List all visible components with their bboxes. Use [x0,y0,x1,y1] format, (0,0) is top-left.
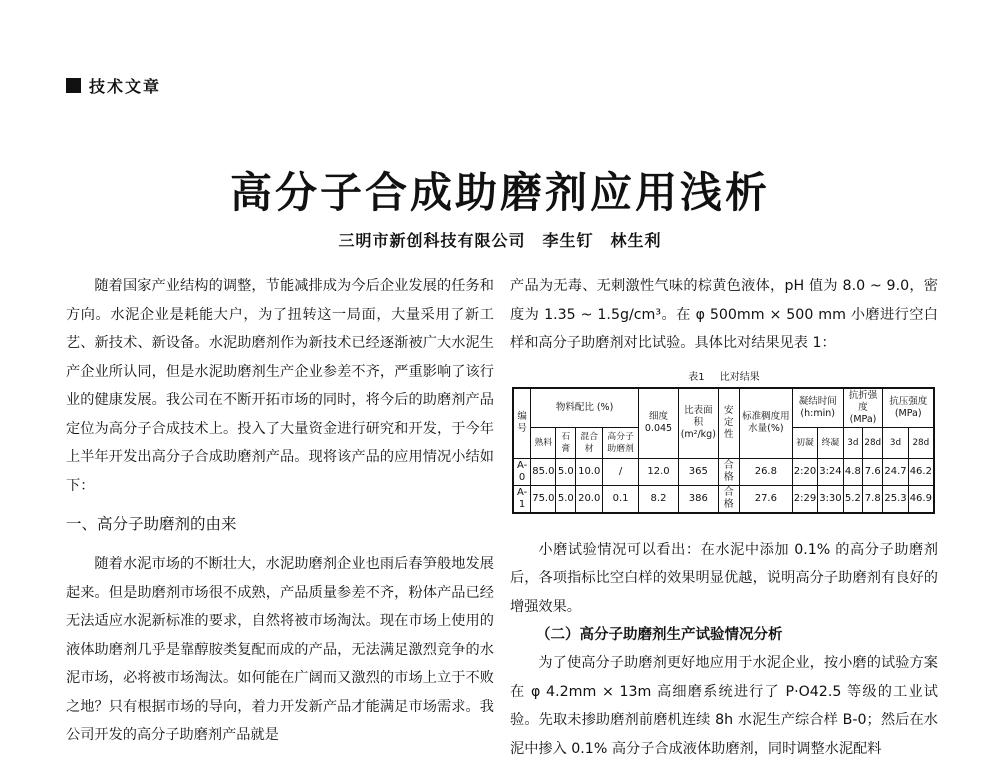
header-fineness: 细度 0.045 [638,388,678,459]
continued-paragraph: 产品为无毒、无刺激性气味的棕黄色液体，pH 值为 8.0 ~ 9.0，密度为 1.35 ~ 1.5g/cm³。在 φ 500mm × 500 mm 小磨进行空白样和高分子助磨剂对比试验。具体比对结果见表 1： [510,278,938,351]
cell-stability: 合格 [718,458,739,485]
header-final: 终凝 [818,427,843,458]
result-paragraph: 小磨试验情况可以看出：在水泥中添加 0.1% 的高分子助磨剂后，各项指标比空白样的效果明显优越，说明高分子助磨剂有良好的增强效果。 [510,541,938,615]
cell-surface: 386 [679,485,718,513]
header-gypsum: 石膏 [556,427,576,458]
header-flex-28d: 28d [863,427,883,458]
header-initial: 初凝 [792,427,817,458]
header-surface-label: 比表面积 [684,405,713,428]
header-comp-label: 抗压强度 [889,395,928,407]
section1-paragraph: 随着水泥市场的不断壮大，水泥助磨剂企业也雨后春笋般地发展起来。但是助磨剂市场很不成熟，产品质量参差不齐，粉体产品已经无法适应水泥新标准的要求，自然将被市场淘汰。现在市场上使用的液体助磨剂几乎是靠醇胺类复配而成的产品，无法满足激烈竞争的水泥市场，必将被市场淘汰。如何能在广阔而又激烈的市场上立于不败之地？只有根据市场的导向，着力开发新产品才能满足市场需求。我公司开发的高分子助磨剂产品就是 [66,556,494,743]
cell-flex-28d: 7.6 [863,458,883,485]
comparison-table [512,387,935,514]
header-flex [843,388,883,428]
cell-gypsum: 5.0 [556,458,576,485]
article-title: 高分子合成助磨剂应用浅析 [229,168,770,217]
header-comp [883,388,934,428]
header-comp-28d: 28d [908,427,934,458]
header-flex-label: 抗折强度 [848,389,878,413]
cell-flex-3d: 5.2 [843,485,862,513]
section2-heading: （二）高分子助磨剂生产试验情况分析 [536,627,783,643]
left-column [66,272,494,750]
cell-id: A-1 [513,485,531,513]
header-water [739,388,792,459]
cell-water: 27.6 [739,485,792,513]
cell-comp-3d: 25.3 [883,485,908,513]
right-column [510,272,938,763]
cell-water: 26.8 [739,458,792,485]
cell-id: A-0 [513,458,531,485]
production-paragraph: 为了使高分子助磨剂更好地应用于水泥企业，按小磨的试验方案在 φ 4.2mm × 13m 高细磨系统进行了 P·O42.5 等级的工业试验。先取未掺助磨剂前磨机连续 8h 水泥生产综合样 B-0；然后在水泥中掺入 0.1% 高分子合成液体助磨剂，同时调整水泥配料 [510,655,938,757]
header-mix: 物料配比 (%) [531,388,639,428]
section1-heading: 一、高分子助磨剂的由来 [66,515,237,533]
table-caption-title: 比对结果 [719,371,760,383]
article-byline: 三明市新创科技有限公司 李生钉 林生利 [338,231,662,250]
header-agent: 高分子助磨剂 [603,427,639,458]
square-bullet-icon [66,78,81,93]
header-water-unit: (%) [767,423,784,434]
header-setting [792,388,843,428]
cell-final: 3:30 [818,485,843,513]
cell-agent: / [603,458,639,485]
table-header-row [513,388,934,428]
cell-admixture: 10.0 [576,458,603,485]
header-surface [679,388,718,459]
header-flex-3d: 3d [843,427,862,458]
cell-initial: 2:29 [792,485,817,513]
header-admixture: 混合材 [576,427,603,458]
cell-agent: 0.1 [603,485,639,513]
header-comp-3d: 3d [883,427,908,458]
cell-final: 3:24 [818,458,843,485]
intro-paragraph: 随着国家产业结构的调整，节能减排成为今后企业发展的任务和方向。水泥企业是耗能大户，为了扭转这一局面，大量采用了新工艺、新技术、新设备。水泥助磨剂作为新技术已经逐渐被广大水泥生产企业所认同，但是水泥助磨剂生产企业参差不齐，严重影响了该行业的健康发展。我公司在不断开拓市场的同时，将今后的助磨剂产品定位为高分子合成技术上。投入了大量资金进行研究和开发，于今年上半年开发出高分子合成助磨剂产品。现将该产品的应用情况小结如下： [66,278,494,494]
cell-surface: 365 [679,458,718,485]
cell-stability: 合格 [718,485,739,513]
cell-clinker: 75.0 [531,485,556,513]
cell-comp-28d: 46.2 [908,458,934,485]
table-caption [510,368,938,383]
spacer [510,514,938,536]
header-id: 编号 [513,388,531,459]
header-surface-unit: (m²/kg) [680,429,716,440]
header-water-label: 标准稠度用水量 [742,411,790,434]
header-setting-unit: (h:min) [800,407,835,419]
cell-flex-28d: 7.8 [863,485,883,513]
cell-clinker: 85.0 [531,458,556,485]
header-setting-label: 凝结时间 [798,395,837,407]
cell-admixture: 20.0 [576,485,603,513]
section-label: 技术文章 [89,77,162,96]
cell-fineness: 12.0 [638,458,678,485]
table-row [513,458,934,485]
table-caption-number: 表1 [688,371,705,383]
table-row [513,485,934,513]
cell-comp-28d: 46.9 [908,485,934,513]
cell-comp-3d: 24.7 [883,458,908,485]
header-clinker: 熟料 [531,427,556,458]
cell-initial: 2:20 [792,458,817,485]
cell-fineness: 8.2 [638,485,678,513]
section-tag [66,74,161,97]
header-flex-unit: (MPa) [849,413,877,425]
cell-gypsum: 5.0 [556,485,576,513]
header-stability: 安定性 [718,388,739,459]
cell-flex-3d: 4.8 [843,458,862,485]
header-comp-unit: (MPa) [894,407,922,419]
